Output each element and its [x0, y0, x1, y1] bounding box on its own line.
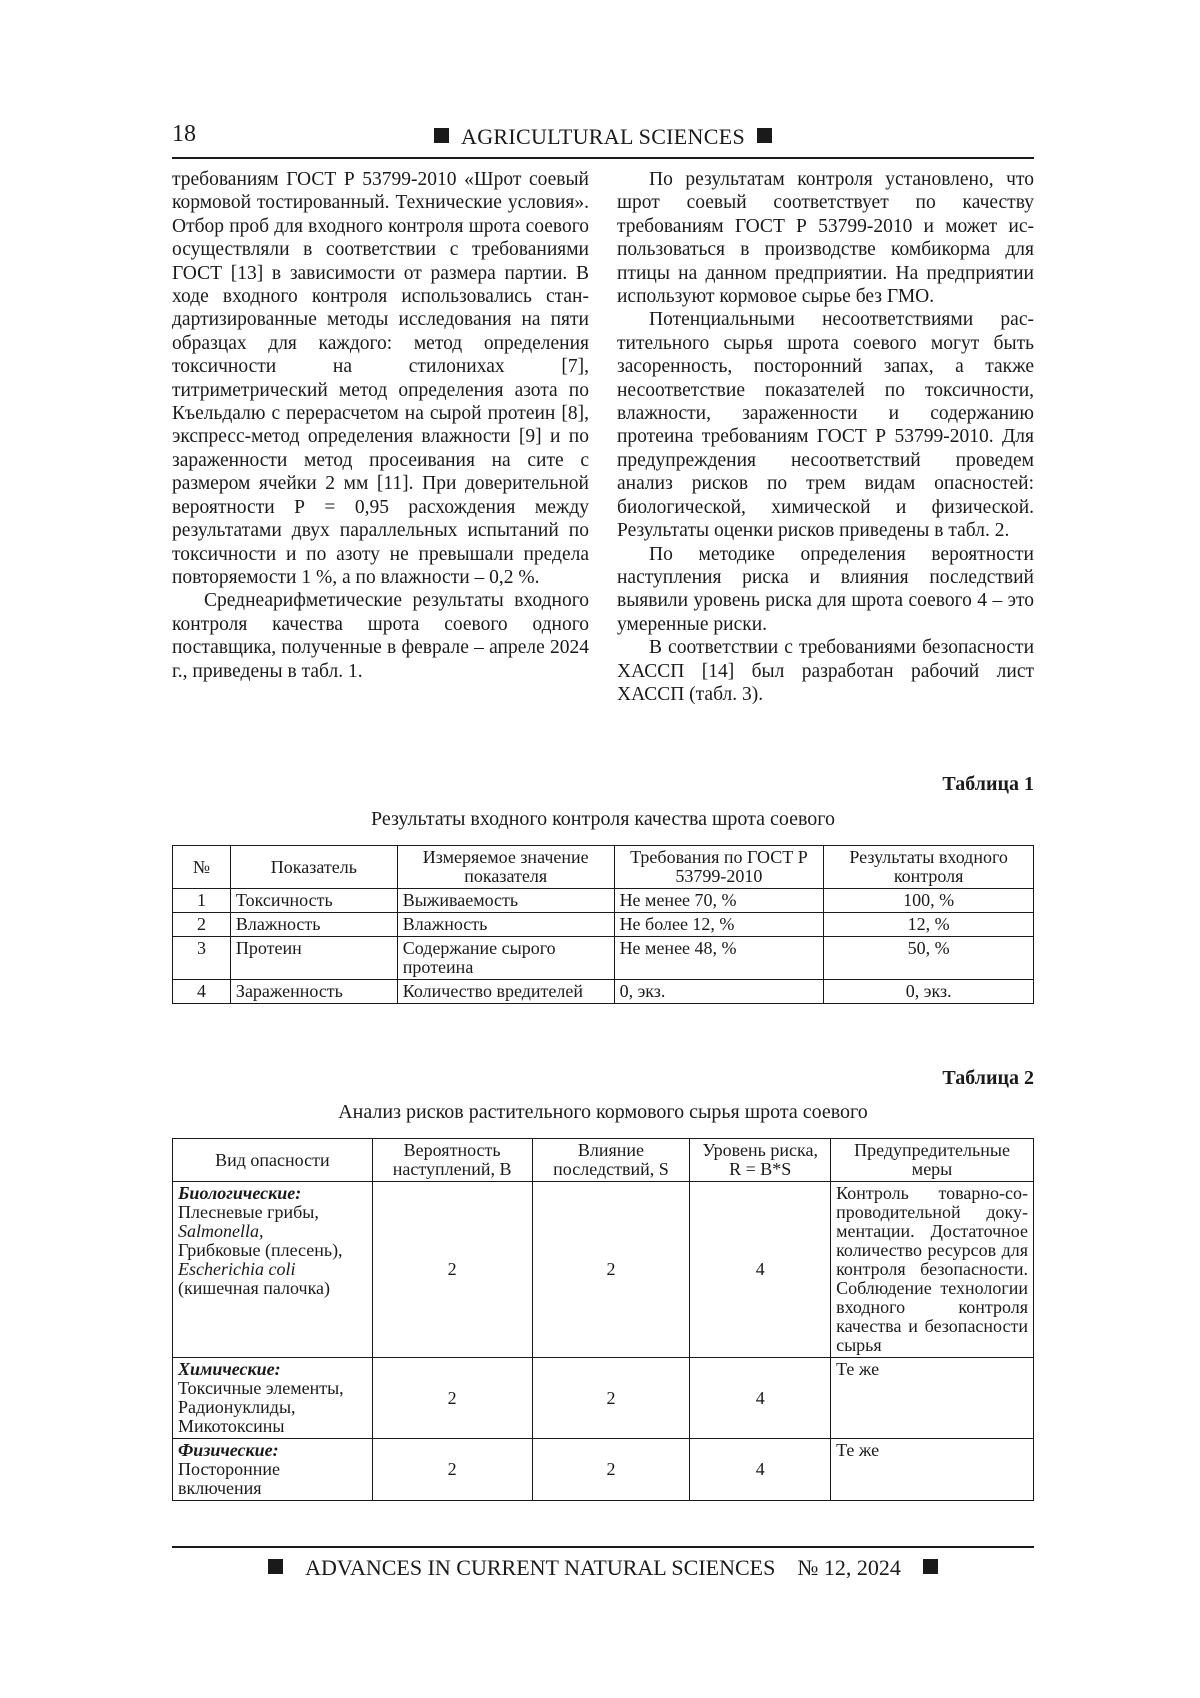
table-cell: 2 — [173, 913, 231, 937]
hazard-type-cell — [173, 1358, 373, 1439]
table-cell: Влажность — [230, 913, 397, 937]
square-bullet-icon — [757, 128, 772, 143]
square-bullet-icon — [923, 1559, 938, 1574]
table-header-row — [173, 1139, 1034, 1182]
hazard-item: Грибковые (плесень), — [178, 1240, 343, 1260]
table-header-cell: № — [173, 846, 231, 889]
hazard-item: Посторонние — [178, 1459, 280, 1479]
measures-cell: Те же — [831, 1358, 1034, 1439]
table-cell: 0, экз. — [824, 980, 1034, 1004]
journal-section: AGRICULTURAL SCIENCES — [461, 124, 745, 149]
hazard-type: Химические: — [178, 1359, 281, 1379]
running-header — [172, 124, 1034, 150]
table-row — [173, 913, 1034, 937]
hazard-type: Биологические: — [178, 1183, 302, 1203]
table-cell: 1 — [173, 889, 231, 913]
table-cell: 12, % — [824, 913, 1034, 937]
table-header-row — [173, 846, 1034, 889]
table-cell: 4 — [173, 980, 231, 1004]
table-cell: 3 — [173, 937, 231, 980]
table-cell: Не менее 48, % — [614, 937, 824, 980]
hazard-type-cell — [173, 1182, 373, 1358]
body-paragraph: Потенциальными несоответствиями растительного сырья шрота соевого могут быть засоренность, посторонний запах, а также несоответствие показателей по токсичности, влажности, зараженности и содержанию протеина требованиям ГОСТ Р 53799-2010. Для предупреждения несоответствий проведем анализ рисков по трем видам опасностей: биологической, химической и физической. Результаты оценки рисков приведены в табл. 2. — [617, 309, 1034, 542]
table-header-cell: Результаты входного контроля — [824, 846, 1034, 889]
table-cell: Зараженность — [230, 980, 397, 1004]
hazard-item: Escherichia coli — [178, 1259, 296, 1279]
measures-cell: Те же — [831, 1439, 1034, 1501]
risk-level-cell: 4 — [690, 1358, 831, 1439]
issue-number: № 12, 2024 — [797, 1555, 901, 1580]
hazard-item: включения — [178, 1478, 262, 1498]
table-row — [173, 1182, 1034, 1358]
table1-caption: Результаты входного контроля качества шрота соевого — [370, 808, 836, 830]
hazard-item: Радионуклиды, — [178, 1397, 296, 1417]
risk-level-cell: 4 — [690, 1182, 831, 1358]
hazard-item: (кишечная палочка) — [178, 1278, 331, 1298]
hazard-type: Физические: — [178, 1440, 279, 1460]
table-header-cell: Вероятность наступлений, В — [372, 1139, 532, 1182]
table-header-cell: Требования по ГОСТ Р 53799-2010 — [614, 846, 824, 889]
body-paragraph: требованиям ГОСТ Р 53799-2010 «Шрот соевый кормовой тостированный. Технические условия». Отбор проб для входного контроля шрота соевого осуществляли в соответствии с требованиями ГОСТ [13] в зависимости от размера партии. В ходе входного контроля использовались стандартизированные методы исследования на пяти образцах для каждого: метод определения токсичности на стилонихах [7], титриметрический метод определения азота по Къельдалю с перерасчетом на сырой протеин [8], экспресс-метод определения влажности [9] и по зараженности метод просеивания на сите с размером ячейки 2 мм [11]. При доверительной вероятности Р = 0,95 расхождения между результатами двух параллельных испытаний по токсичности и по азоту не превышали предела повторяемости 1 %, а по влажности – 0,2 %. — [172, 169, 589, 588]
body-paragraph: В соответствии с требованиями безопасности ХАССП [14] был разработан рабочий лист ХАССП (табл. 3). — [617, 637, 1034, 705]
journal-name: ADVANCES IN CURRENT NATURAL SCIENCES — [305, 1555, 776, 1580]
hazard-item: Токсичные элементы, — [178, 1378, 344, 1398]
table-cell: 100, % — [824, 889, 1034, 913]
table-cell: Токсичность — [230, 889, 397, 913]
table-header-cell: Измеряемое значение показателя — [397, 846, 614, 889]
impact-cell: 2 — [532, 1439, 690, 1501]
probability-cell: 2 — [372, 1439, 532, 1501]
table-cell: Количество вредителей — [397, 980, 614, 1004]
table-header-cell: Уровень риска, R = B*S — [690, 1139, 831, 1182]
table-header-cell: Предупредительные меры — [831, 1139, 1034, 1182]
hazard-item: Микотоксины — [178, 1416, 285, 1436]
table2-caption: Анализ рисков растительного кормового сырья шрота соевого — [338, 1101, 868, 1123]
probability-cell: 2 — [372, 1182, 532, 1358]
table-cell: Протеин — [230, 937, 397, 980]
table2 — [172, 1138, 1034, 1501]
table-row — [173, 889, 1034, 913]
probability-cell: 2 — [372, 1358, 532, 1439]
impact-cell: 2 — [532, 1182, 690, 1358]
table-cell: Не более 12, % — [614, 913, 824, 937]
header-rule — [172, 157, 1034, 159]
body-right-column — [617, 168, 1034, 706]
measures-cell: Контроль товарно-сопроводительной документации. Достаточное количество ресурсов для контроля безопасности. Соблюдение технологии входного контроля качества и безопасности сырья — [831, 1182, 1034, 1358]
table-header-cell: Вид опасности — [173, 1139, 373, 1182]
table-cell: Содержание сырого протеина — [397, 937, 614, 980]
table-cell: Влажность — [397, 913, 614, 937]
table-header-cell: Влияние последствий, S — [532, 1139, 690, 1182]
square-bullet-icon — [268, 1559, 283, 1574]
footer-rule — [172, 1546, 1034, 1548]
hazard-item: Salmonella, — [178, 1221, 264, 1241]
table-cell: Выживаемость — [397, 889, 614, 913]
table-row — [173, 1358, 1034, 1439]
table-cell: Не менее 70, % — [614, 889, 824, 913]
impact-cell: 2 — [532, 1358, 690, 1439]
risk-level-cell: 4 — [690, 1439, 831, 1501]
hazard-item: Плесневые грибы, — [178, 1202, 319, 1222]
table1 — [172, 845, 1034, 1004]
square-bullet-icon — [434, 128, 449, 143]
body-paragraph: Среднеарифметические результаты входного контроля качества шрота соевого одного поставщика, полученные в феврале – апреле 2024 г., приведены в табл. 1. — [172, 590, 589, 682]
hazard-type-cell — [173, 1439, 373, 1501]
table-row — [173, 980, 1034, 1004]
body-left-column — [172, 168, 589, 683]
table-row — [173, 1439, 1034, 1501]
table1-label: Таблица 1 — [942, 773, 1034, 795]
table2-label: Таблица 2 — [942, 1067, 1034, 1089]
page-number: 18 — [172, 121, 196, 147]
body-paragraph: По методике определения вероятности наступления риска и влияния последствий выявили уровень риска для шрота соевого 4 – это умеренные риски. — [617, 543, 1034, 635]
table-row — [173, 937, 1034, 980]
body-paragraph: По результатам контроля установлено, что шрот соевый соответствует по качеству требованиям ГОСТ Р 53799-2010 и может использоваться в производстве комбикорма для птицы на данном предприятии. На предприятии используют кормовое сырье без ГМО. — [617, 169, 1034, 308]
table-cell: 50, % — [824, 937, 1034, 980]
table-header-cell: Показатель — [230, 846, 397, 889]
running-footer — [172, 1555, 1034, 1581]
table-cell: 0, экз. — [614, 980, 824, 1004]
